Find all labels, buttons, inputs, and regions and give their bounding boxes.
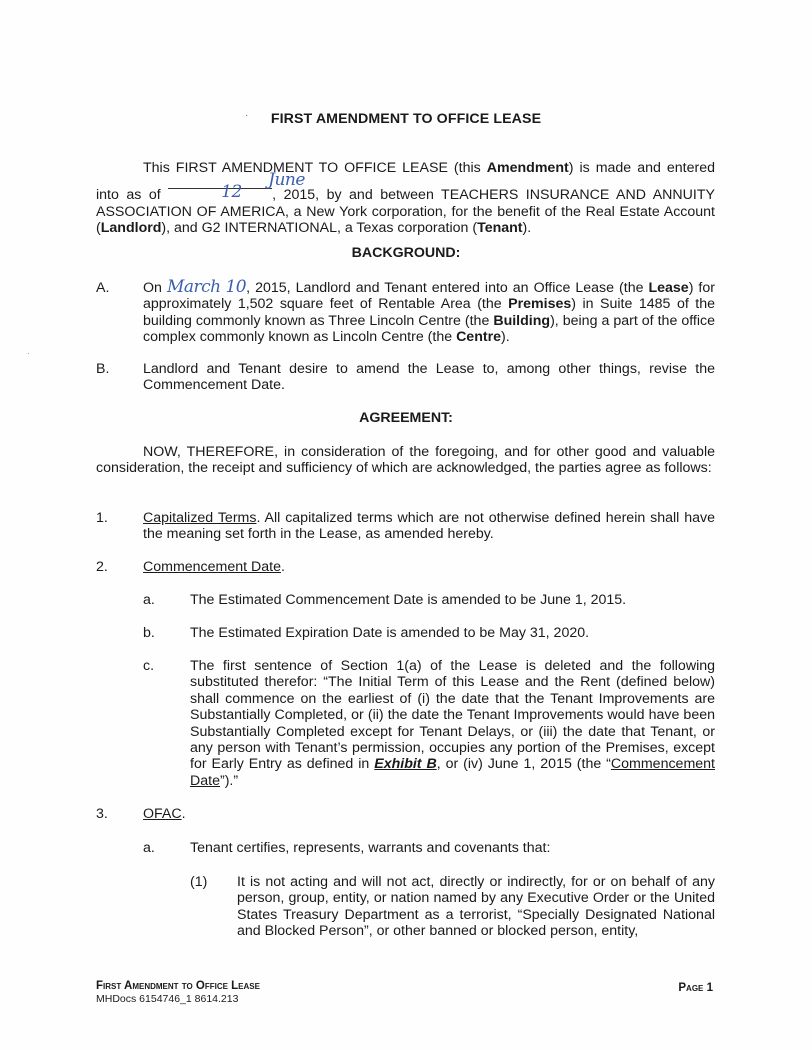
handwritten-lease-date: March 10 xyxy=(166,277,247,297)
commencement-date-term: Commencement Date xyxy=(190,756,715,789)
exhibit-b-reference: Exhibit B xyxy=(374,756,437,773)
section-2a-text: The Estimated Commencement Date is amended to be June 1, 2015. xyxy=(190,592,627,608)
recital-a-text: On March 10, 2015, Landlord and Tenant entered into an Office Lease (the Lease) for approximately 1,502 square feet of Rentable Area (the Premises) in Suite 1485 of the building commonly known as Three Lincoln Centre (the Building), being a part of the office complex commonly known as Lincoln Centre (the Centre). xyxy=(143,277,716,346)
recital-a-label: A. xyxy=(96,280,110,296)
section-3-heading-line: OFAC. xyxy=(143,806,186,822)
stray-mark: · xyxy=(245,110,249,121)
section-1-heading: Capitalized Terms xyxy=(143,510,257,526)
background-heading: BACKGROUND: xyxy=(351,245,461,261)
footer-doc-id: MHDocs 6154746_1 8614.213 xyxy=(96,992,239,1005)
date-blank xyxy=(168,170,305,203)
section-3a-label: a. xyxy=(143,840,155,856)
document-title: FIRST AMENDMENT TO OFFICE LEASE xyxy=(270,111,542,127)
page-number: Page 1 xyxy=(678,982,713,994)
intro-paragraph: This FIRST AMENDMENT TO OFFICE LEASE (this Amendment) is made and entered into as of June 12 , 2015, by and between TEACHERS INSURANCE AND ANNUITY ASSOCIATION OF AMERICA, a New York corporation, for the benefit of the Real Estate Account (Landlord), and G2 INTERNATIONAL, a Texas corporation (Tenant). xyxy=(96,160,715,237)
section-2b-text: The Estimated Expiration Date is amended to be May 31, 2020. xyxy=(190,625,590,641)
tenant-term: Tenant xyxy=(477,220,523,237)
section-2-label: 2. xyxy=(96,559,108,575)
section-3a1-text: It is not acting and will not act, directly or indirectly, for or on behalf of any person, group, entity, or nation named by any Executive Order or the United States Treasury Department as a terrorist, “Specially Designated National and Blocked Person”, or other banned or blocked person, entity, xyxy=(237,874,715,940)
now-therefore-paragraph: NOW, THEREFORE, in consideration of the foregoing, and for other good and valuable consideration, the receipt and sufficiency of which are acknowledged, the parties agree as follows: xyxy=(96,444,715,477)
margin-mark: · xyxy=(27,348,30,358)
section-2-heading-line: Commencement Date. xyxy=(143,559,285,575)
handwritten-date: June 12 xyxy=(221,170,305,203)
recital-b-label: B. xyxy=(96,361,110,377)
amendment-term: Amendment xyxy=(486,160,569,176)
section-3a1-label: (1) xyxy=(190,874,208,890)
section-3a-text: Tenant certifies, represents, warrants and covenants that: xyxy=(190,840,551,856)
agreement-heading: AGREEMENT: xyxy=(359,410,453,426)
section-1-text: Capitalized Terms. All capitalized terms which are not otherwise defined herein shall have the meaning set forth in the Lease, as amended hereby. xyxy=(143,510,715,543)
landlord-term: Landlord xyxy=(100,220,162,237)
recital-b-text: Landlord and Tenant desire to amend the Lease to, among other things, revise the Commencement Date. xyxy=(143,361,715,394)
section-2c-label: c. xyxy=(143,658,155,674)
footer-left xyxy=(96,980,260,1005)
section-2a-label: a. xyxy=(143,592,155,608)
section-1-label: 1. xyxy=(96,510,108,526)
section-3-heading: OFAC xyxy=(143,806,182,822)
section-3-label: 3. xyxy=(96,806,108,822)
section-2c-text: The first sentence of Section 1(a) of the Lease is deleted and the following substituted therefor: “The Initial Term of this Lease and the Rent (defined below) shall commence on the earliest of (i) the date that the Tenant Improvements are Substantially Completed, or (ii) the date the Tenant Improvements would have been Substantially Completed except for Tenant Delays, or (iii) the date that Tenant, or any person with Tenant’s permission, occupies any portion of the Premises, except for Early Entry as defined in Exhibit B, or (iv) June 1, 2015 (the “Commencement Date”).” xyxy=(190,658,715,789)
section-2-heading: Commencement Date xyxy=(143,559,281,575)
footer-title: First Amendment to Office Lease xyxy=(96,980,260,992)
section-2b-label: b. xyxy=(143,625,155,641)
